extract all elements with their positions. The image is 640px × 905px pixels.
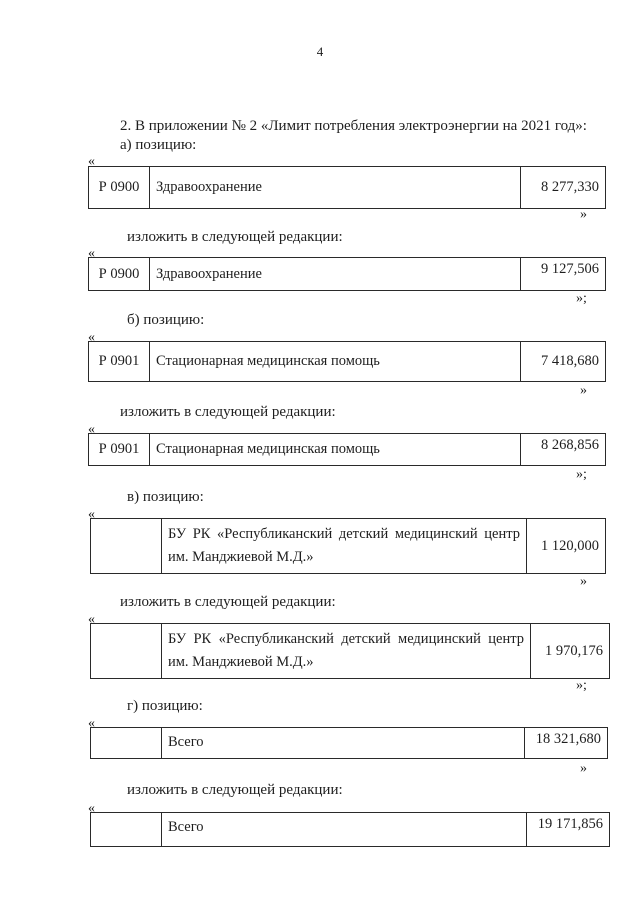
close-quote: » [580, 207, 587, 222]
name-cell: Здравоохранение [150, 167, 521, 209]
replace-label: изложить в следующей редакции: [127, 782, 343, 798]
table-row [91, 728, 608, 759]
name-cell: Здравоохранение [150, 258, 521, 291]
name-cell: Всего [162, 813, 527, 847]
open-quote: « [88, 716, 95, 731]
code-cell: Р 0901 [89, 342, 150, 382]
name-cell: Стационарная медицинская помощь [150, 342, 521, 382]
code-cell: Р 0900 [89, 167, 150, 209]
close-quote: » [580, 383, 587, 398]
position-table-v-old [90, 518, 606, 574]
open-quote: « [88, 154, 95, 169]
table-row [91, 519, 606, 574]
position-table-a-old [88, 166, 606, 209]
open-quote: « [88, 422, 95, 437]
replace-label: изложить в следующей редакции: [120, 404, 336, 420]
close-quote: » [580, 761, 587, 776]
value-cell: 1 120,000 [527, 519, 606, 574]
code-cell: Р 0900 [89, 258, 150, 291]
close-quote-semicolon: »; [576, 678, 587, 693]
code-cell: Р 0901 [89, 434, 150, 466]
value-cell: 7 418,680 [521, 342, 606, 382]
replace-label: изложить в следующей редакции: [127, 229, 343, 245]
value-cell: 8 277,330 [521, 167, 606, 209]
table-row [89, 258, 606, 291]
close-quote-semicolon: »; [576, 467, 587, 482]
position-table-v-new [90, 623, 610, 679]
intro-line: 2. В приложении № 2 «Лимит потребления электроэнергии на 2021 год»: [120, 118, 587, 134]
table-row [89, 434, 606, 466]
position-table-g-old [90, 727, 608, 759]
value-cell: 18 321,680 [525, 728, 608, 759]
item-b-label: б) позицию: [127, 312, 205, 328]
value-cell: 19 171,856 [527, 813, 610, 847]
open-quote: « [88, 801, 95, 816]
value-cell: 8 268,856 [521, 434, 606, 466]
name-cell: Стационарная медицинская помощь [150, 434, 521, 466]
item-v-label: в) позицию: [127, 489, 204, 505]
value-cell: 1 970,176 [531, 624, 610, 679]
open-quote: « [88, 612, 95, 627]
table-row [89, 167, 606, 209]
item-g-label: г) позицию: [127, 698, 203, 714]
name-cell: Всего [162, 728, 525, 759]
position-table-b-old [88, 341, 606, 382]
open-quote: « [88, 330, 95, 345]
empty-code-cell [91, 728, 162, 759]
empty-code-cell [91, 624, 162, 679]
page-number: 4 [316, 44, 324, 59]
open-quote: « [88, 246, 95, 261]
position-table-b-new [88, 433, 606, 466]
position-table-a-new [88, 257, 606, 291]
name-cell: БУ РК «Республиканский детский медицинский центр им. Манджиевой М.Д.» [162, 624, 531, 679]
value-cell: 9 127,506 [521, 258, 606, 291]
item-a-label: а) позицию: [120, 137, 197, 153]
name-cell: БУ РК «Республиканский детский медицинский центр им. Манджиевой М.Д.» [162, 519, 527, 574]
position-table-g-new [90, 812, 610, 847]
table-row [89, 342, 606, 382]
empty-code-cell [91, 519, 162, 574]
replace-label: изложить в следующей редакции: [120, 594, 336, 610]
table-row [91, 813, 610, 847]
empty-code-cell [91, 813, 162, 847]
close-quote-semicolon: »; [576, 291, 587, 306]
table-row [91, 624, 610, 679]
close-quote: » [580, 574, 587, 589]
open-quote: « [88, 507, 95, 522]
